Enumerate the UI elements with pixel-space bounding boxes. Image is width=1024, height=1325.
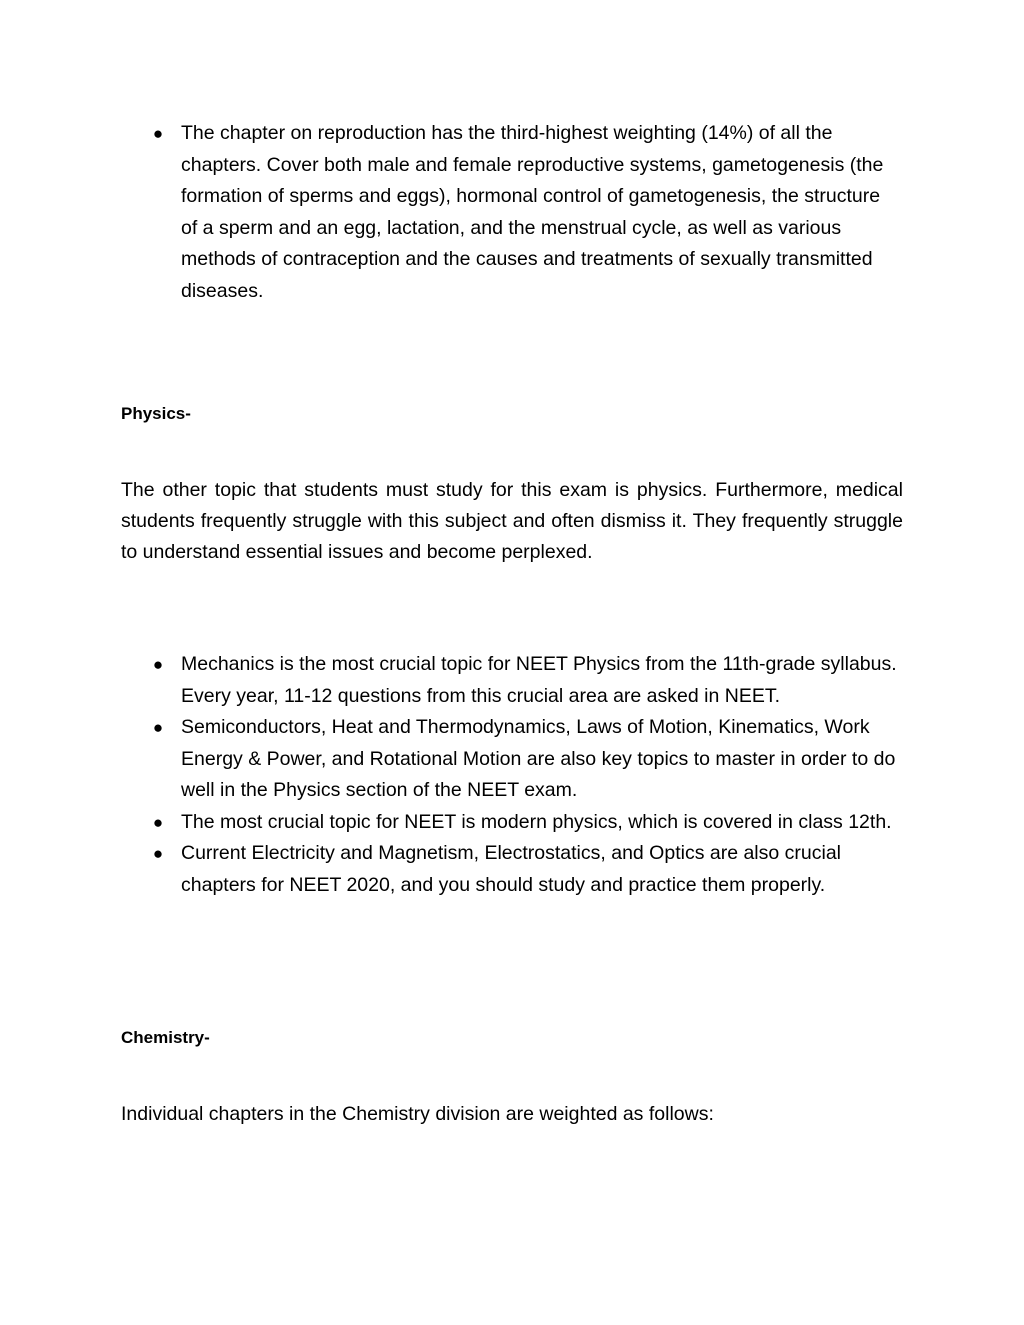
bullet-icon: ●	[152, 718, 164, 737]
bullet-icon: ●	[152, 124, 164, 143]
bullet-icon: ●	[152, 844, 164, 863]
list-item-text: The chapter on reproduction has the third-highest weighting (14%) of all the chapters. Cover both male and female reproductive systems, gametogenesis (the formation of sperms and eggs), hormonal control of gametogenesis, the structure of a sperm and an egg, lactation, and the menstrual cycle, as well as various methods of contraception and the causes and treatments of sexually transmitted diseases.	[181, 122, 884, 302]
list-item	[0, 838, 901, 901]
physics-bullet-list	[0, 649, 901, 901]
bullet-icon: ●	[152, 655, 164, 674]
chemistry-heading: Chemistry-	[121, 1028, 210, 1047]
list-item	[0, 712, 901, 807]
list-item	[0, 118, 901, 307]
list-item-text: Current Electricity and Magnetism, Electrostatics, and Optics are also crucial chapters for NEET 2020, and you should study and practice them properly.	[181, 842, 842, 896]
chemistry-intro-paragraph: Individual chapters in the Chemistry division are weighted as follows:	[121, 1103, 714, 1125]
list-item	[0, 807, 901, 839]
bullet-icon: ●	[152, 812, 164, 832]
list-item-text: Semiconductors, Heat and Thermodynamics, Laws of Motion, Kinematics, Work Energy & Power, and Rotational Motion are also key topics to master in order to do well in the Physics section of the NEET exam.	[181, 716, 896, 801]
list-item-text: Mechanics is the most crucial topic for NEET Physics from the 11th-grade syllabus. Every year, 11-12 questions from this crucial area are asked in NEET.	[181, 653, 897, 707]
reproduction-bullet-list	[0, 118, 901, 307]
list-item	[0, 649, 901, 712]
physics-heading: Physics-	[121, 404, 191, 423]
list-item-text: The most crucial topic for NEET is modern physics, which is covered in class 12th.	[181, 810, 892, 833]
physics-intro-paragraph: The other topic that students must study for this exam is physics. Furthermore, medical students frequently struggle with this subject and often dismiss it. They frequently struggle to understand essential issues and become perplexed.	[121, 479, 903, 563]
